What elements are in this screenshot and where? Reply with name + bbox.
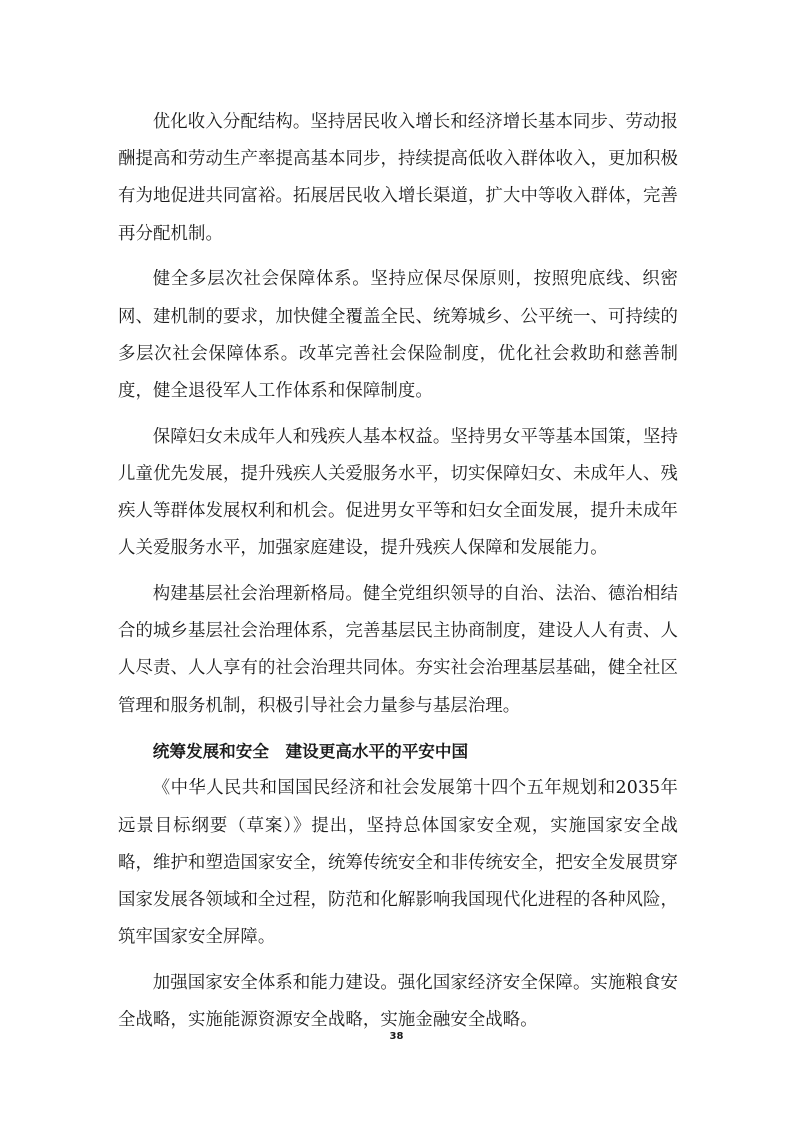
- paragraph-grassroots-governance: 构建基层社会治理新格局。健全党组织领导的自治、法治、德治相结合的城乡基层社会治理体系，完善基层民主协商制度，建设人人有责、人人尽责、人人享有的社会治理共同体。夯实社会治理基层基础，健全社区管理和服务机制，积极引导社会力量参与基层治理。: [118, 583, 678, 716]
- paragraph-social-security: 健全多层次社会保障体系。坚持应保尽保原则，按照兜底线、织密网、建机制的要求，加快健全覆盖全民、统筹城乡、公平统一、可持续的多层次社会保障体系。改革完善社会保险制度，优化社会救助和慈善制度，健全退役军人工作体系和保障制度。: [118, 269, 678, 401]
- paragraph-security-capability: 加强国家安全体系和能力建设。强化国家经济安全保障。实施粮食安全战略，实施能源资源安全战略，实施金融安全战略。: [118, 972, 678, 1031]
- paragraph-income-distribution: 优化收入分配结构。坚持居民收入增长和经济增长基本同步、劳动报酬提高和劳动生产率提高基本同步，持续提高低收入群体收入，更加积极有为地促进共同富裕。拓展居民收入增长渠道，扩大中等收入群体，完善再分配机制。: [118, 112, 678, 244]
- page-body: [118, 104, 678, 1039]
- section-heading: 统筹发展和安全 建设更高水平的平安中国: [152, 742, 469, 762]
- paragraph-security-outline: 《中华人民共和国国民经济和社会发展第十四个五年规划和2035年远景目标纲要（草案）》提出，坚持总体国家安全观，实施国家安全战略，维护和塑造国家安全，统筹传统安全和非传统安全，把安全发展贯穿国家发展各领域和全过程，防范和化解影响我国现代化进程的各种风险，筑牢国家安全屏障。: [118, 778, 678, 948]
- page-number: 38: [389, 1031, 404, 1042]
- paragraph-rights-protection: 保障妇女未成年人和残疾人基本权益。坚持男女平等基本国策，坚持儿童优先发展，提升残疾人关爱服务水平，切实保障妇女、未成年人、残疾人等群体发展权利和机会。促进男女平等和妇女全面发展，提升未成年人关爱服务水平，加强家庭建设，提升残疾人保障和发展能力。: [118, 426, 678, 559]
